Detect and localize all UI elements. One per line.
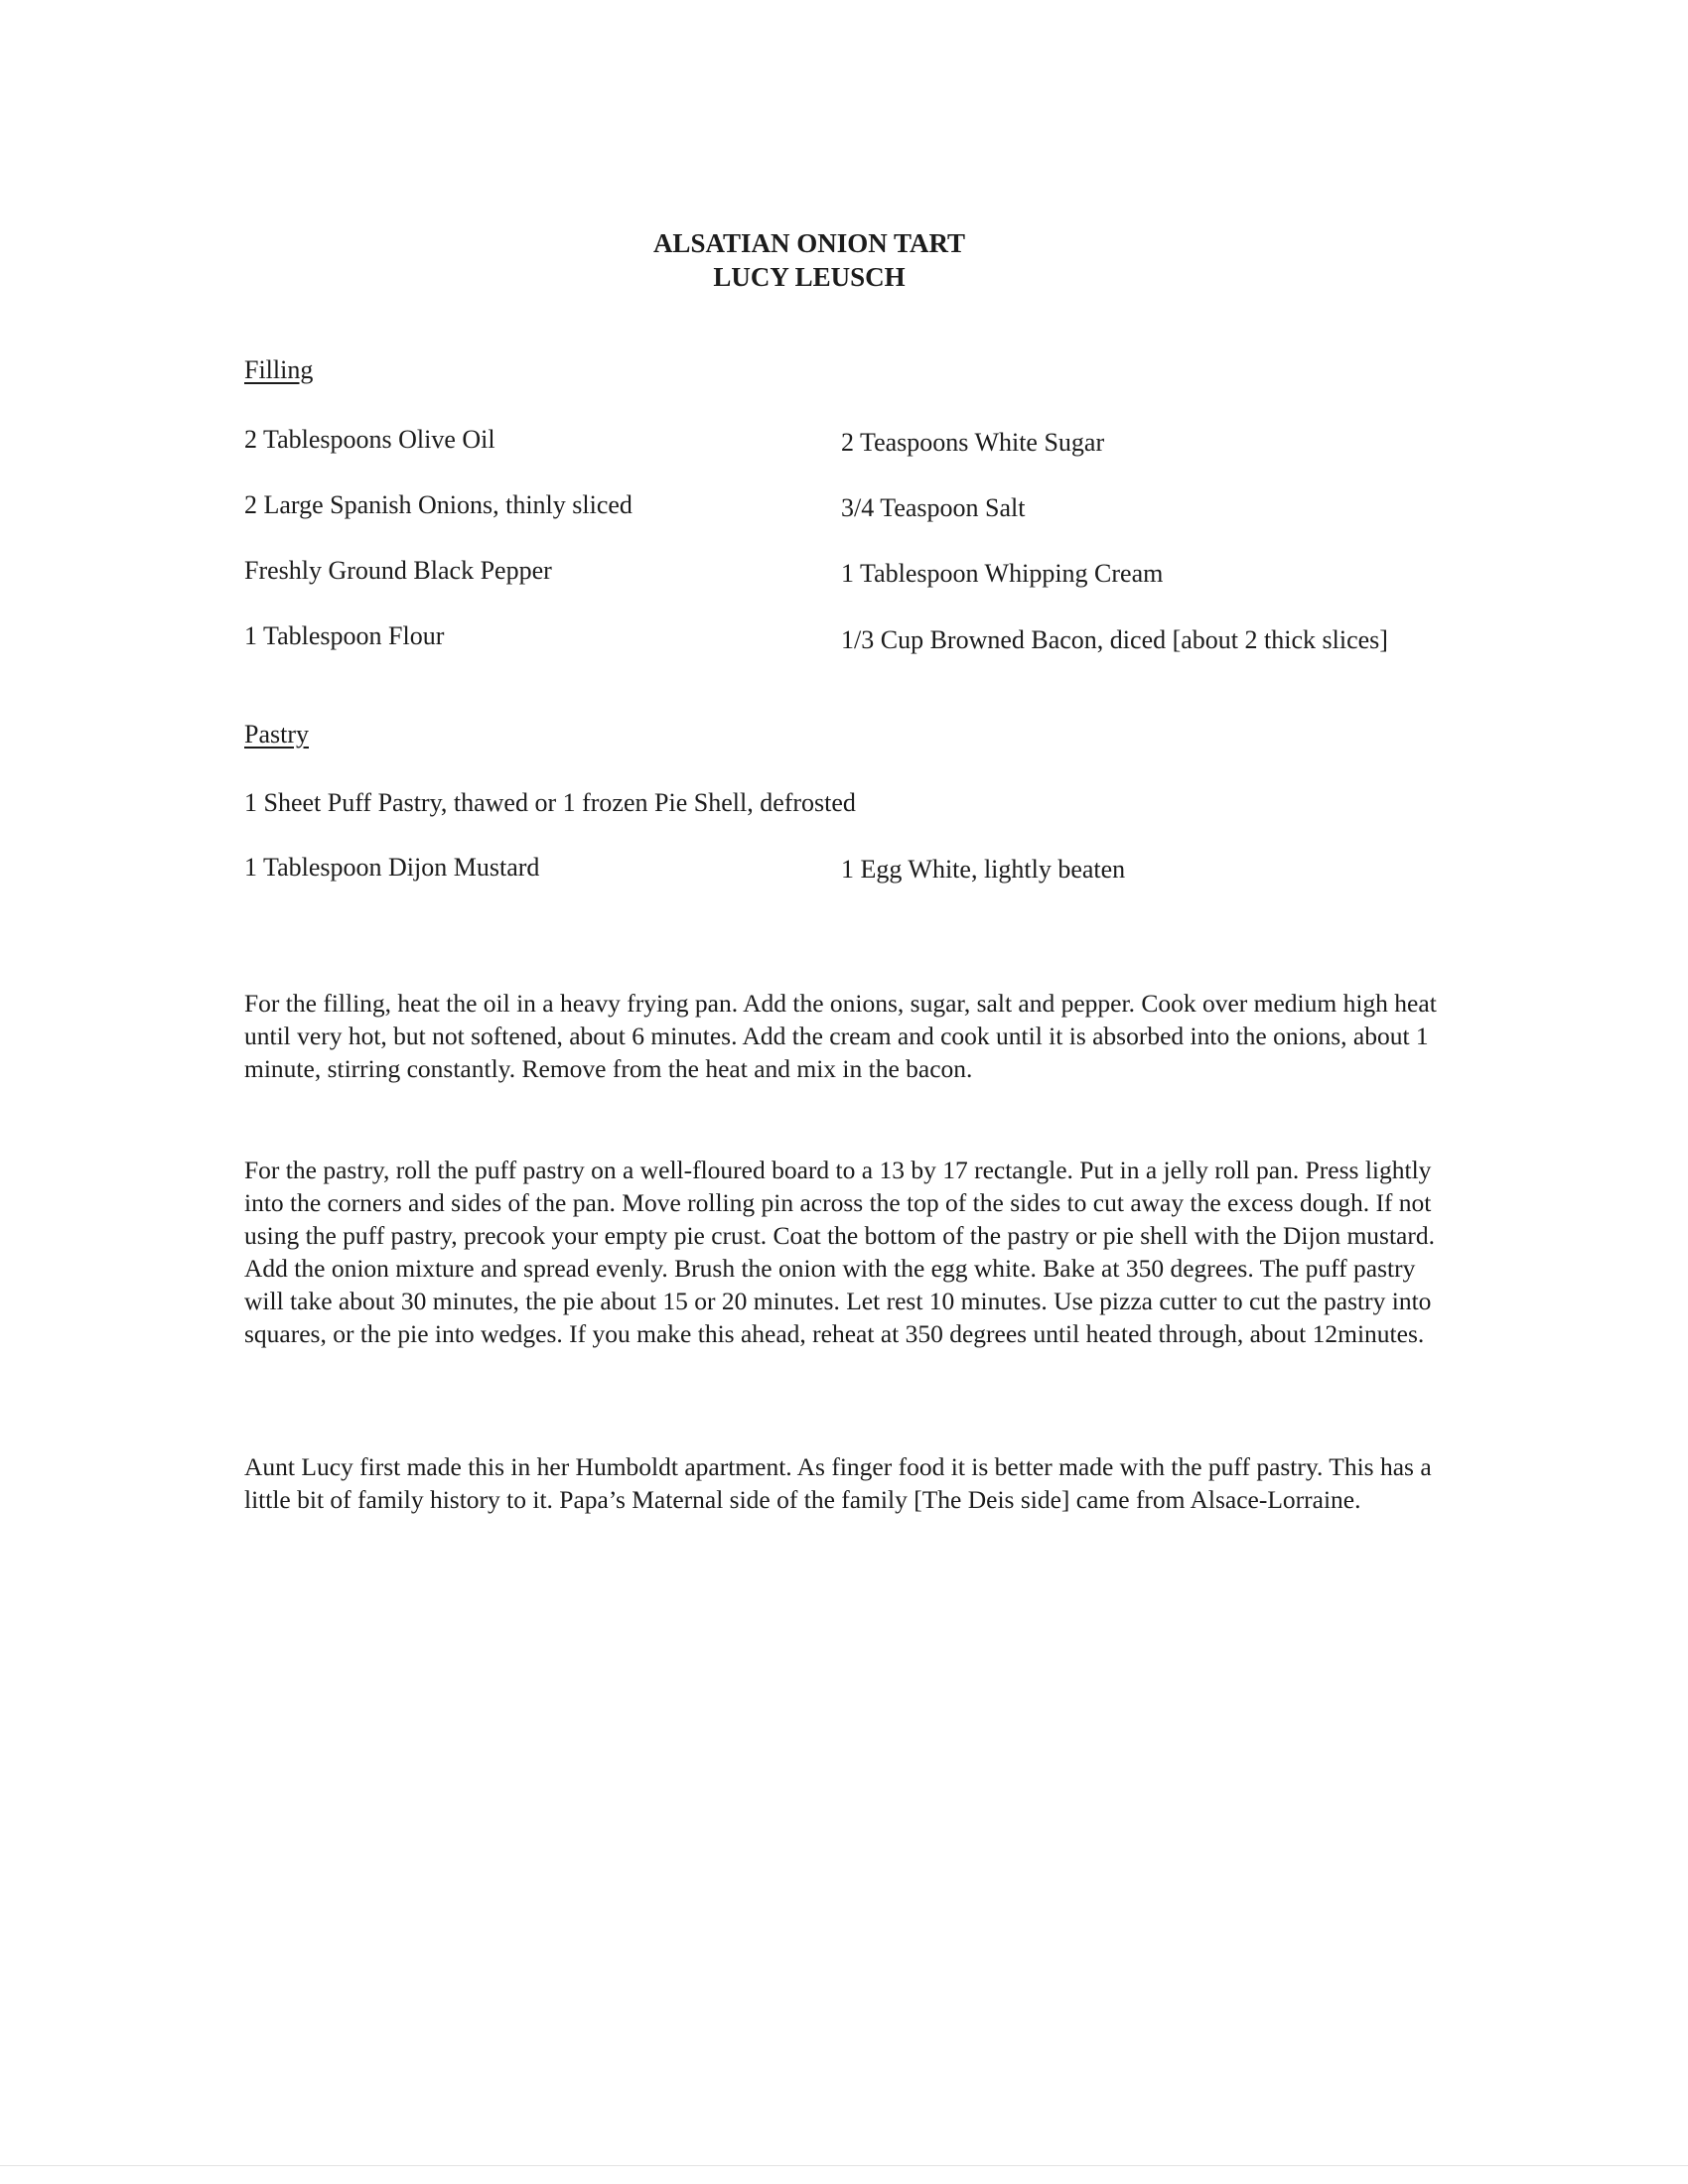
filling-ingredient: 3/4 Teaspoon Salt: [841, 493, 1026, 522]
filling-ingredient: 2 Large Spanish Onions, thinly sliced: [244, 490, 633, 519]
pastry-heading: Pastry: [244, 720, 309, 749]
pastry-instructions: For the pastry, roll the puff pastry on a well-floured board to a 13 by 17 rectangle. Put in a jelly roll pan. Press lightly into the corners and sides of the pan. Move rolling pin across the top of the sides to cut away the excess dough. If not using the puff pastry, precook your empty pie crust. Coat the bottom of the pastry or pie shell with the Dijon mustard. Add the onion mixture and spread evenly. Brush the onion with the egg white. Bake at 350 degrees. The puff pastry will take about 30 minutes, the pie about 15 or 20 minutes. Let rest 10 minutes. Use pizza cutter to cut the pastry into squares, or the pie into wedges. If you make this ahead, reheat at 350 degrees until heated through, about 12minutes.: [244, 1156, 1435, 1348]
filling-instructions: For the filling, heat the oil in a heavy frying pan. Add the onions, sugar, salt and pepper. Cook over medium high heat until very hot, but not softened, about 6 minutes. Add the cream and cook until it is absorbed into the onions, about 1 minute, stirring constantly. Remove from the heat and mix in the bacon.: [244, 989, 1437, 1083]
family-note: Aunt Lucy first made this in her Humboldt apartment. As finger food it is better made with the puff pastry. This has a little bit of family history to it. Papa’s Maternal side of the family [The Deis side] came from Alsace-Lorraine.: [244, 1452, 1432, 1514]
filling-ingredient: 1/3 Cup Browned Bacon, diced [about 2 thick slices]: [841, 625, 1388, 654]
pastry-ingredient: 1 Sheet Puff Pastry, thawed or 1 frozen Pie Shell, defrosted: [244, 788, 856, 817]
recipe-author: LUCY LEUSCH: [713, 262, 906, 292]
filling-ingredient: Freshly Ground Black Pepper: [244, 556, 552, 585]
filling-ingredient: 2 Tablespoons Olive Oil: [244, 425, 495, 454]
recipe-title: [0, 226, 1618, 294]
filling-heading: Filling: [244, 355, 314, 384]
pastry-ingredient: 1 Tablespoon Dijon Mustard: [244, 853, 540, 882]
filling-ingredient: 1 Tablespoon Whipping Cream: [841, 559, 1164, 588]
filling-ingredient: 1 Tablespoon Flour: [244, 621, 445, 650]
recipe-name: ALSATIAN ONION TART: [652, 228, 966, 258]
filling-ingredient: 2 Teaspoons White Sugar: [841, 428, 1105, 457]
scan-edge-line: [0, 2165, 1688, 2166]
pastry-ingredient: 1 Egg White, lightly beaten: [841, 855, 1126, 884]
